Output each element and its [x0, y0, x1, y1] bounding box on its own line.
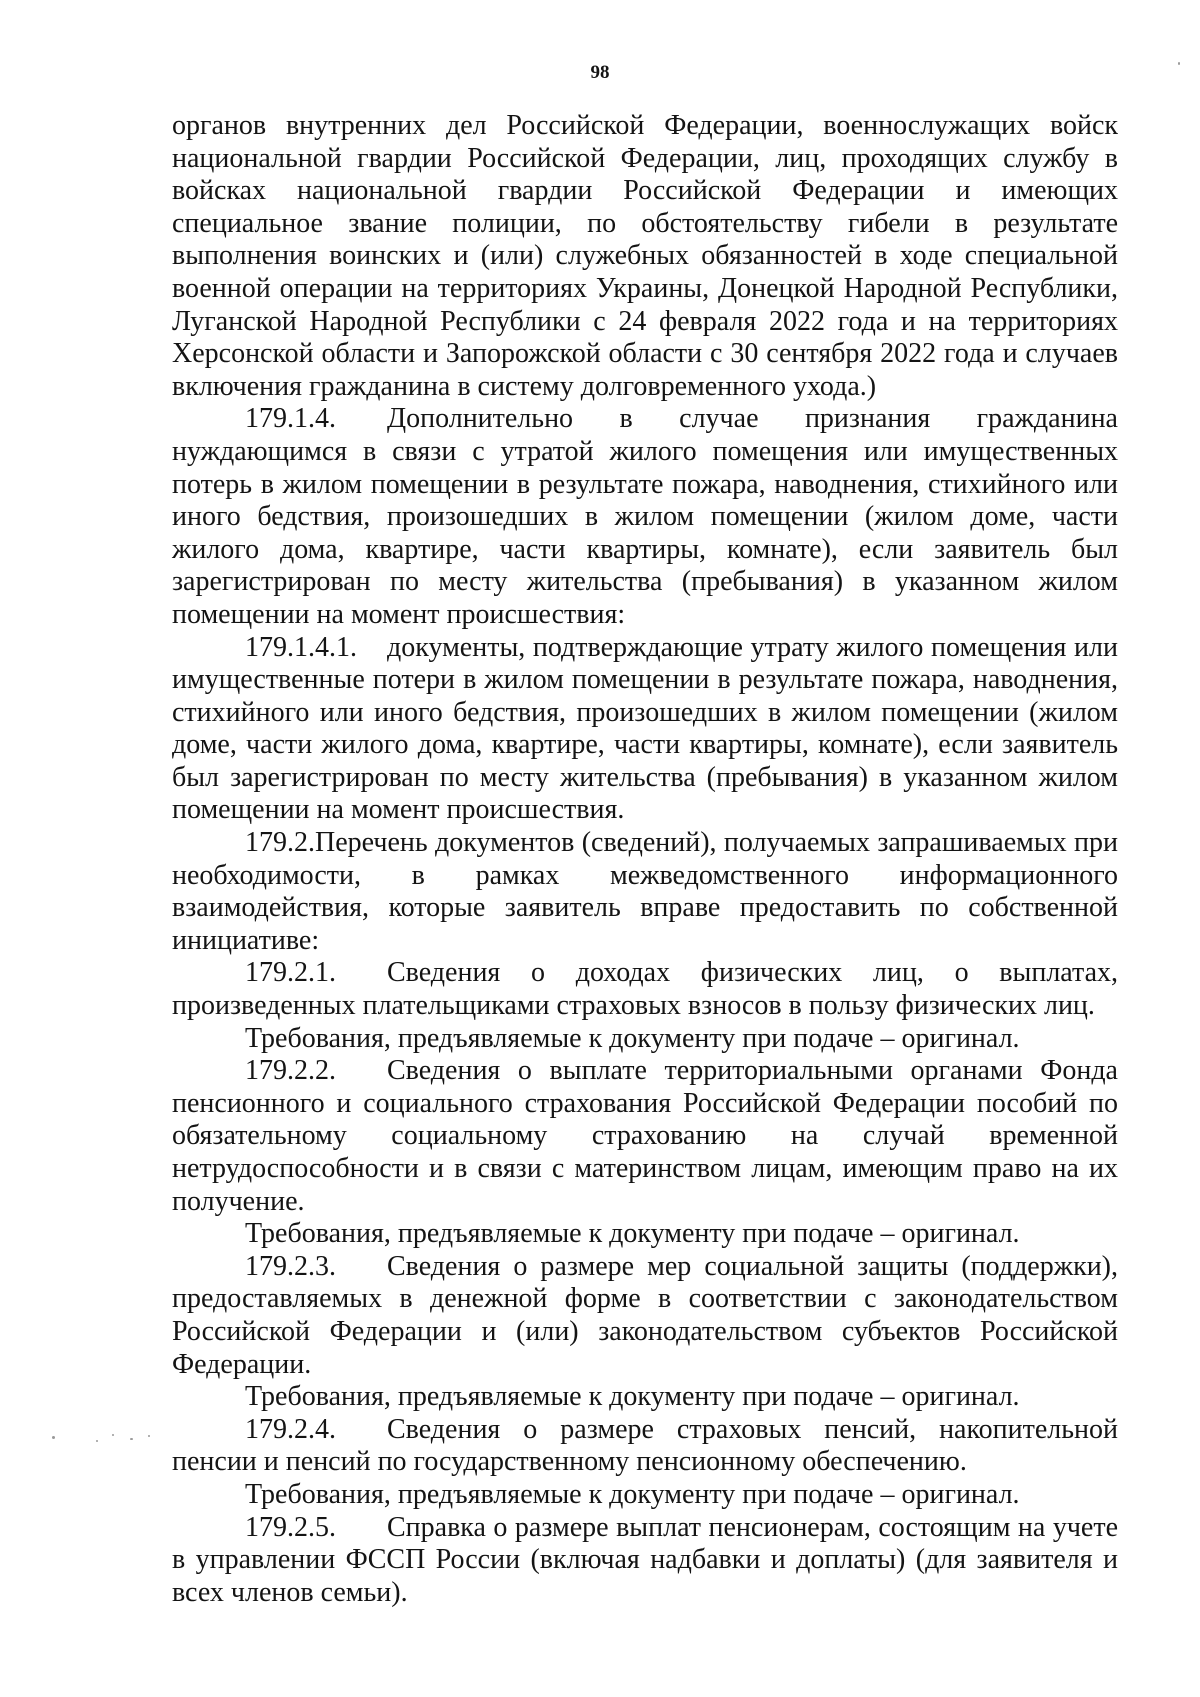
paragraph	[172, 110, 1118, 403]
paragraph	[172, 403, 1118, 631]
clause-number: 179.2.4.	[245, 1413, 336, 1445]
clause-number: 179.1.4.1.	[245, 631, 357, 663]
scan-speck	[96, 1440, 98, 1442]
paragraph-text: Сведения о размере страховых пенсий, накопительной пенсии и пенсий по государственному пенсионному обеспечению.	[172, 1413, 1118, 1478]
scan-speck	[52, 1436, 55, 1439]
paragraph-text: органов внутренних дел Российской Федерации, военнослужащих войск национальной гвардии Российской Федерации, лиц, проходящих службу в войсках национальной гвардии Российской Федерации и имеющих специальное звание полиции, по обстоятельству гибели в результате выполнения воинских и (или) служебных обязанностей в ходе специальной военной операции на территориях Украины, Донецкой Народной Республики, Луганской Народной Республики с 24 февраля 2022 года и на территориях Херсонской области и Запорожской области с 30 сентября 2022 года и случаев включения гражданина в систему долговременного ухода.)	[172, 110, 1118, 402]
paragraph-text: Требования, предъявляемые к документу при подаче – оригинал.	[245, 1478, 1020, 1510]
paragraph-text: Справка о размере выплат пенсионерам, состоящим на учете в управлении ФССП России (включая надбавки и доплаты) (для заявителя и всех членов семьи).	[172, 1511, 1118, 1608]
scan-speck	[148, 1435, 150, 1437]
paragraph-text: 179.2.Перечень документов (сведений), получаемых запрашиваемых при необходимости, в рамках межведомственного информационного взаимодействия, которые заявитель вправе предоставить по собственной инициативе:	[172, 827, 1118, 956]
document-body	[172, 110, 1118, 1609]
paragraph-text: Требования, предъявляемые к документу при подаче – оригинал.	[245, 1022, 1020, 1054]
paragraph-text: Требования, предъявляемые к документу при подаче – оригинал.	[245, 1218, 1020, 1250]
paragraph-text: Сведения о доходах физических лиц, о выплатах, произведенных плательщиками страховых взносов в пользу физических лиц.	[172, 957, 1118, 1022]
paragraph	[172, 1023, 1118, 1056]
paragraph	[172, 1479, 1118, 1512]
clause-number: 179.2.5.	[245, 1511, 336, 1543]
scan-speck	[112, 1434, 114, 1436]
paragraph	[172, 1381, 1118, 1414]
paragraph	[172, 1251, 1118, 1381]
clause-number: 179.2.2.	[245, 1055, 336, 1087]
paragraph	[172, 957, 1118, 1022]
paragraph-text: Требования, предъявляемые к документу при подаче – оригинал.	[245, 1381, 1020, 1413]
paragraph-text: Сведения о выплате территориальными органами Фонда пенсионного и социального страхования Российской Федерации пособий по обязательному социальному страхованию на случай временной нетрудоспособности и в связи с материнством лицам, имеющим право на их получение.	[172, 1055, 1118, 1217]
clause-number: 179.1.4.	[245, 403, 336, 435]
clause-number: 179.2.1.	[245, 957, 336, 989]
paragraph	[172, 1512, 1118, 1610]
paragraph	[172, 1055, 1118, 1218]
paragraph	[172, 827, 1118, 957]
paragraph-text: документы, подтверждающие утрату жилого помещения или имущественные потери в жилом помещении в результате пожара, наводнения, стихийного или иного бедствия, произошедших в жилом помещении (жилом доме, части жилого дома, квартире, части квартиры, комнате), если заявитель был зарегистрирован по месту жительства (пребывания) в указанном жилом помещении на момент происшествия.	[172, 631, 1118, 826]
paragraph-text: Дополнительно в случае признания гражданина нуждающимся в связи с утратой жилого помещения или имущественных потерь в жилом помещении в результате пожара, наводнения, стихийного или иного бедствия, произошедших в жилом помещении (жилом доме, части жилого дома, квартире, части квартиры, комнате), если заявитель был зарегистрирован по месту жительства (пребывания) в указанном жилом помещении на момент происшествия:	[172, 403, 1118, 630]
paragraph	[172, 1414, 1118, 1479]
paragraph	[172, 1218, 1118, 1251]
scan-speck	[1178, 62, 1180, 65]
paragraph	[172, 632, 1118, 828]
page-number: 98	[590, 62, 610, 83]
clause-number: 179.2.3.	[245, 1250, 336, 1282]
scan-speck	[130, 1438, 133, 1440]
paragraph-text: Сведения о размере мер социальной защиты (поддержки), предоставляемых в денежной форме в соответствии с законодательством Российской Федерации и (или) законодательством субъектов Российской Федерации.	[172, 1250, 1118, 1380]
